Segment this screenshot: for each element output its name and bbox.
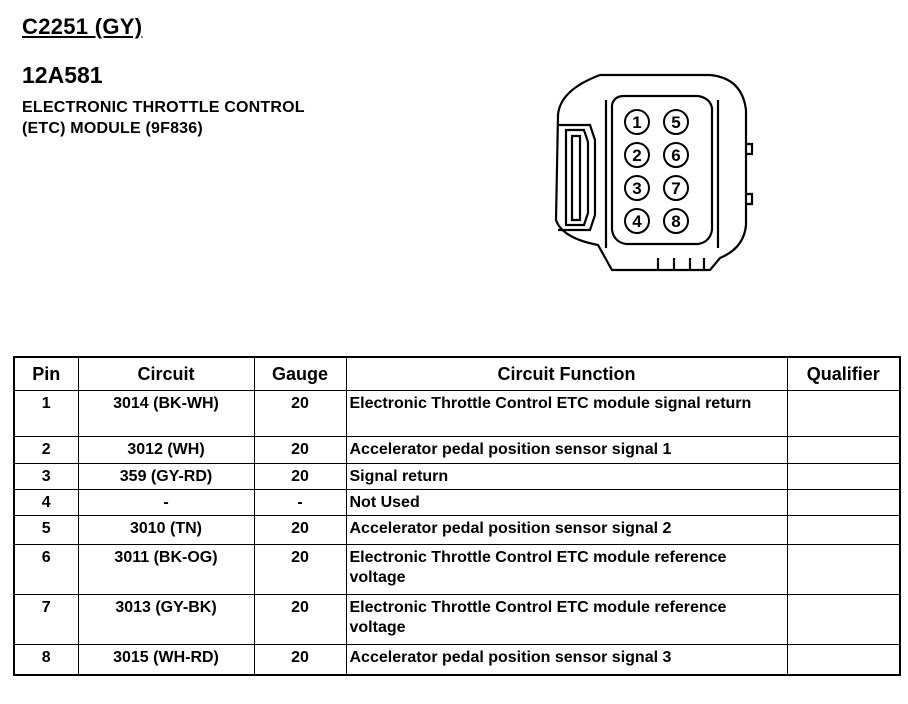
qualifier-cell xyxy=(787,545,900,595)
pin-cell: 8 xyxy=(14,645,78,675)
gauge-cell: 20 xyxy=(254,595,346,645)
qualifier-cell xyxy=(787,645,900,675)
pin-circle-group xyxy=(625,110,688,233)
table-row xyxy=(14,391,900,437)
function-cell: Accelerator pedal position sensor signal 1 xyxy=(346,437,787,464)
table-header-row xyxy=(14,357,900,391)
pin-number-label: 2 xyxy=(632,146,642,165)
description-line-2: (ETC) MODULE (9F836) xyxy=(22,120,203,137)
qualifier-cell xyxy=(787,437,900,464)
pin-cell: 3 xyxy=(14,464,78,490)
qualifier-cell xyxy=(787,595,900,645)
gauge-cell: - xyxy=(254,490,346,516)
function-cell: Electronic Throttle Control ETC module reference voltage xyxy=(346,595,787,645)
pin-number-label: 3 xyxy=(632,179,642,198)
table-row xyxy=(14,645,900,675)
circuit-cell: 3013 (GY-BK) xyxy=(78,595,254,645)
pin-cell: 1 xyxy=(14,391,78,437)
connector-face-diagram xyxy=(550,70,760,285)
function-cell: Signal return xyxy=(346,464,787,490)
pinout-table xyxy=(13,356,901,676)
table-row xyxy=(14,595,900,645)
pin-number-label: 5 xyxy=(671,113,681,132)
pin-number-label: 8 xyxy=(671,212,681,231)
pin-cell: 6 xyxy=(14,545,78,595)
circuit-cell: 3012 (WH) xyxy=(78,437,254,464)
component-description xyxy=(22,97,305,139)
circuit-cell: 3014 (BK-WH) xyxy=(78,391,254,437)
pin-number-label: 4 xyxy=(632,212,642,231)
circuit-cell: 3011 (BK-OG) xyxy=(78,545,254,595)
table-row xyxy=(14,516,900,545)
table-row xyxy=(14,437,900,464)
qualifier-cell xyxy=(787,516,900,545)
pin-number-label: 6 xyxy=(671,146,681,165)
header-pin: Pin xyxy=(14,357,78,391)
function-cell: Not Used xyxy=(346,490,787,516)
function-cell: Accelerator pedal position sensor signal 3 xyxy=(346,645,787,675)
circuit-cell: - xyxy=(78,490,254,516)
qualifier-cell xyxy=(787,490,900,516)
table-row xyxy=(14,545,900,595)
pin-number-label: 7 xyxy=(671,179,681,198)
circuit-cell: 3015 (WH-RD) xyxy=(78,645,254,675)
gauge-cell: 20 xyxy=(254,391,346,437)
header-circuit-function: Circuit Function xyxy=(346,357,787,391)
pin-cell: 7 xyxy=(14,595,78,645)
pin-cell: 5 xyxy=(14,516,78,545)
pin-number-label: 1 xyxy=(632,113,642,132)
gauge-cell: 20 xyxy=(254,437,346,464)
connector-id: C2251 (GY) xyxy=(22,14,143,39)
header-gauge: Gauge xyxy=(254,357,346,391)
header-circuit: Circuit xyxy=(78,357,254,391)
pin-cell: 2 xyxy=(14,437,78,464)
part-number: 12A581 xyxy=(22,62,103,88)
header-qualifier: Qualifier xyxy=(787,357,900,391)
gauge-cell: 20 xyxy=(254,645,346,675)
table-row xyxy=(14,464,900,490)
description-line-1: ELECTRONIC THROTTLE CONTROL xyxy=(22,99,305,116)
connector-cavity xyxy=(612,96,712,244)
circuit-cell: 359 (GY-RD) xyxy=(78,464,254,490)
gauge-cell: 20 xyxy=(254,545,346,595)
qualifier-cell xyxy=(787,464,900,490)
gauge-cell: 20 xyxy=(254,464,346,490)
circuit-cell: 3010 (TN) xyxy=(78,516,254,545)
gauge-cell: 20 xyxy=(254,516,346,545)
qualifier-cell xyxy=(787,391,900,437)
function-cell: Accelerator pedal position sensor signal 2 xyxy=(346,516,787,545)
connector-latch xyxy=(558,125,595,230)
function-cell: Electronic Throttle Control ETC module signal return xyxy=(346,391,787,437)
table-row xyxy=(14,490,900,516)
function-cell: Electronic Throttle Control ETC module reference voltage xyxy=(346,545,787,595)
pin-cell: 4 xyxy=(14,490,78,516)
